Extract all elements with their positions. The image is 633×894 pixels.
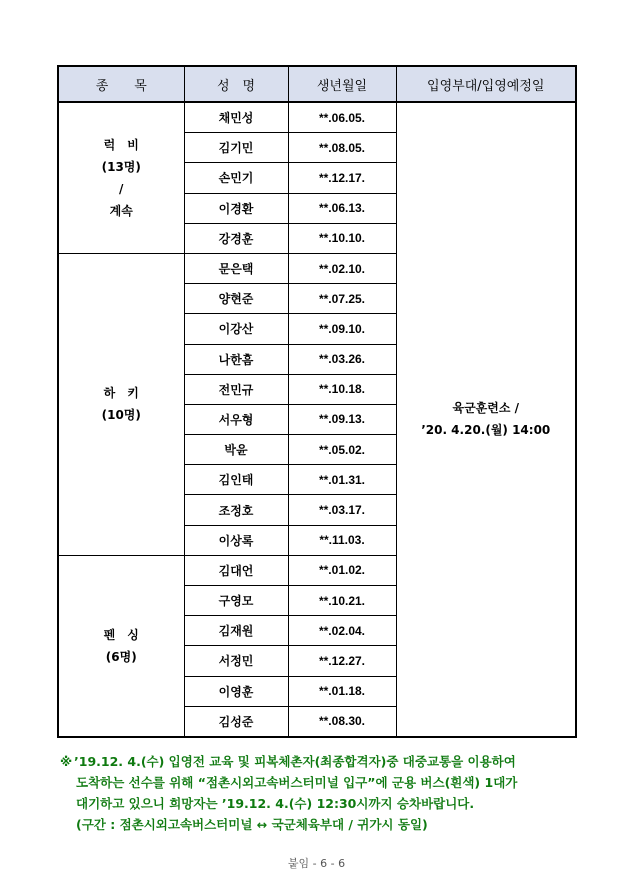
- unit-date-label: 육군훈련소 /: [452, 401, 520, 416]
- table-header-row: [58, 66, 576, 102]
- birthdate-cell: **.10.10.: [288, 223, 396, 253]
- header-name: 성 명: [184, 66, 288, 102]
- sport-label: /: [119, 181, 124, 196]
- name-cell: 손민기: [184, 163, 288, 193]
- notice-line: ’19.12. 4.(수) 입영전 교육 및 피복체촌자(최종합격자)중 대중교통을 이용하여: [74, 754, 516, 769]
- name-cell: 강경훈: [184, 223, 288, 253]
- notice-mark: ※: [60, 754, 73, 769]
- name-cell: 이영훈: [184, 676, 288, 706]
- name-cell: 이상록: [184, 525, 288, 555]
- notice-line: 도착하는 선수를 위해 “점촌시외고속버스터미널 입구”에 군용 버스(흰색) 1대가: [76, 775, 518, 790]
- name-cell: 김기민: [184, 133, 288, 163]
- name-cell: 문은택: [184, 253, 288, 283]
- unit-date-label: ’20. 4.20.(월) 14:00: [421, 423, 551, 438]
- enlistment-roster-table: [57, 65, 577, 738]
- sport-label: (6명): [105, 649, 137, 664]
- birthdate-cell: **.05.02.: [288, 435, 396, 465]
- sport-label: 펜 싱: [103, 627, 139, 642]
- name-cell: 구영모: [184, 586, 288, 616]
- birthdate-cell: **.01.31.: [288, 465, 396, 495]
- birthdate-cell: **.03.26.: [288, 344, 396, 374]
- birthdate-cell: **.09.10.: [288, 314, 396, 344]
- name-cell: 김대언: [184, 555, 288, 585]
- name-cell: 박윤: [184, 435, 288, 465]
- birthdate-cell: **.01.18.: [288, 676, 396, 706]
- table-row: [58, 102, 576, 133]
- birthdate-cell: **.10.21.: [288, 586, 396, 616]
- sport-cell: [58, 102, 184, 253]
- sport-label: (10명): [101, 408, 141, 423]
- name-cell: 서정민: [184, 646, 288, 676]
- name-cell: 서우형: [184, 404, 288, 434]
- sport-cell: [58, 555, 184, 737]
- birthdate-cell: **.06.05.: [288, 102, 396, 133]
- sport-cell: [58, 253, 184, 555]
- birthdate-cell: **.02.10.: [288, 253, 396, 283]
- birthdate-cell: **.08.05.: [288, 133, 396, 163]
- name-cell: 나한흠: [184, 344, 288, 374]
- name-cell: 조정호: [184, 495, 288, 525]
- birthdate-cell: **.02.04.: [288, 616, 396, 646]
- sport-label: 하 키: [103, 386, 139, 401]
- birthdate-cell: **.06.13.: [288, 193, 396, 223]
- unit-date-cell: [396, 102, 576, 737]
- name-cell: 김재원: [184, 616, 288, 646]
- birthdate-cell: **.12.27.: [288, 646, 396, 676]
- header-sport: 종 목: [58, 66, 184, 102]
- sport-label: (13명): [101, 159, 141, 174]
- birthdate-cell: **.07.25.: [288, 284, 396, 314]
- sport-label: 럭 비: [103, 137, 139, 152]
- sport-label: 계속: [109, 203, 133, 218]
- name-cell: 채민성: [184, 102, 288, 133]
- name-cell: 이경환: [184, 193, 288, 223]
- birthdate-cell: **.10.18.: [288, 374, 396, 404]
- notice-line: (구간 : 점촌시외고속버스터미널 ↔ 국군체육부대 / 귀가시 동일): [76, 817, 428, 832]
- name-cell: 김성준: [184, 706, 288, 737]
- name-cell: 김인태: [184, 465, 288, 495]
- birthdate-cell: **.08.30.: [288, 706, 396, 737]
- birthdate-cell: **.03.17.: [288, 495, 396, 525]
- birthdate-cell: **.01.02.: [288, 555, 396, 585]
- name-cell: 전민규: [184, 374, 288, 404]
- notice-line: 대기하고 있으니 희망자는 ’19.12. 4.(수) 12:30시까지 승차바랍니다.: [76, 796, 475, 811]
- header-birthdate: 생년월일: [288, 66, 396, 102]
- header-unit-date: 입영부대/입영예정일: [396, 66, 576, 102]
- birthdate-cell: **.09.13.: [288, 404, 396, 434]
- birthdate-cell: **.12.17.: [288, 163, 396, 193]
- name-cell: 이강산: [184, 314, 288, 344]
- birthdate-cell: **.11.03.: [288, 525, 396, 555]
- notice-block: [60, 751, 580, 835]
- name-cell: 양현준: [184, 284, 288, 314]
- page-number: 붙임 - 6 - 6: [287, 857, 346, 870]
